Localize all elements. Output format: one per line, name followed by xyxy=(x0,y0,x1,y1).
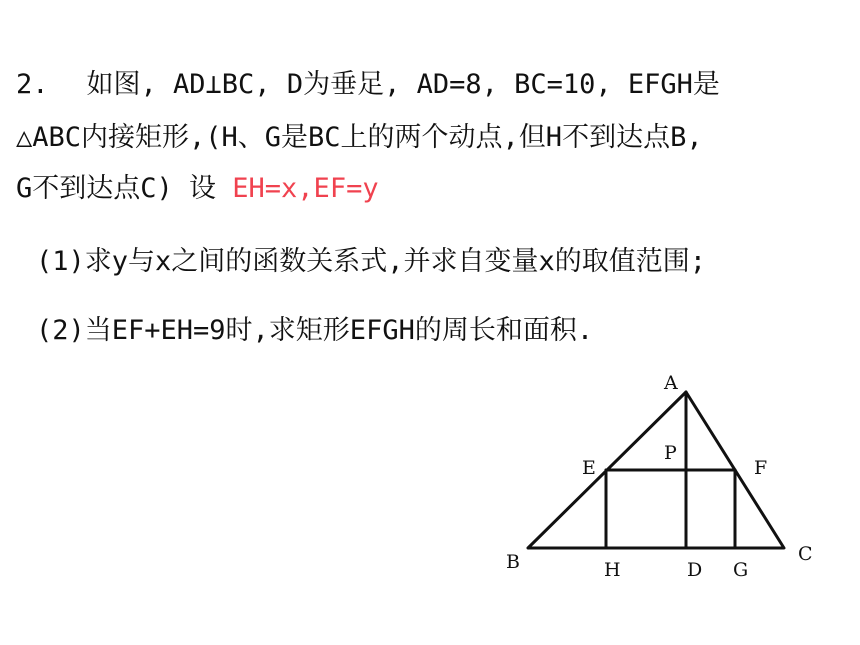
label-c: C xyxy=(798,543,813,565)
question-2: (2)当EF+EH=9时,求矩形EFGH的周长和面积. xyxy=(36,315,594,346)
problem-number: 2. xyxy=(16,69,49,100)
label-h: H xyxy=(604,559,621,581)
variable-definition: EH=x,EF=y xyxy=(232,173,379,204)
problem-line-1-text: 如图, AD⊥BC, D为垂足, AD=8, BC=10, EFGH是 xyxy=(86,69,720,100)
question-1: (1)求y与x之间的函数关系式,并求自变量x的取值范围; xyxy=(36,246,707,277)
label-p: P xyxy=(664,442,677,464)
problem-line-2: △ABC内接矩形,(H、G是BC上的两个动点,但H不到达点B, xyxy=(16,122,703,153)
problem-line-3-text: G不到达点C) 设 xyxy=(16,173,233,204)
label-d: D xyxy=(687,559,703,581)
label-g: G xyxy=(733,559,749,581)
label-b: B xyxy=(506,551,520,573)
label-e: E xyxy=(582,457,596,479)
label-a: A xyxy=(664,372,678,394)
label-f: F xyxy=(754,457,768,479)
